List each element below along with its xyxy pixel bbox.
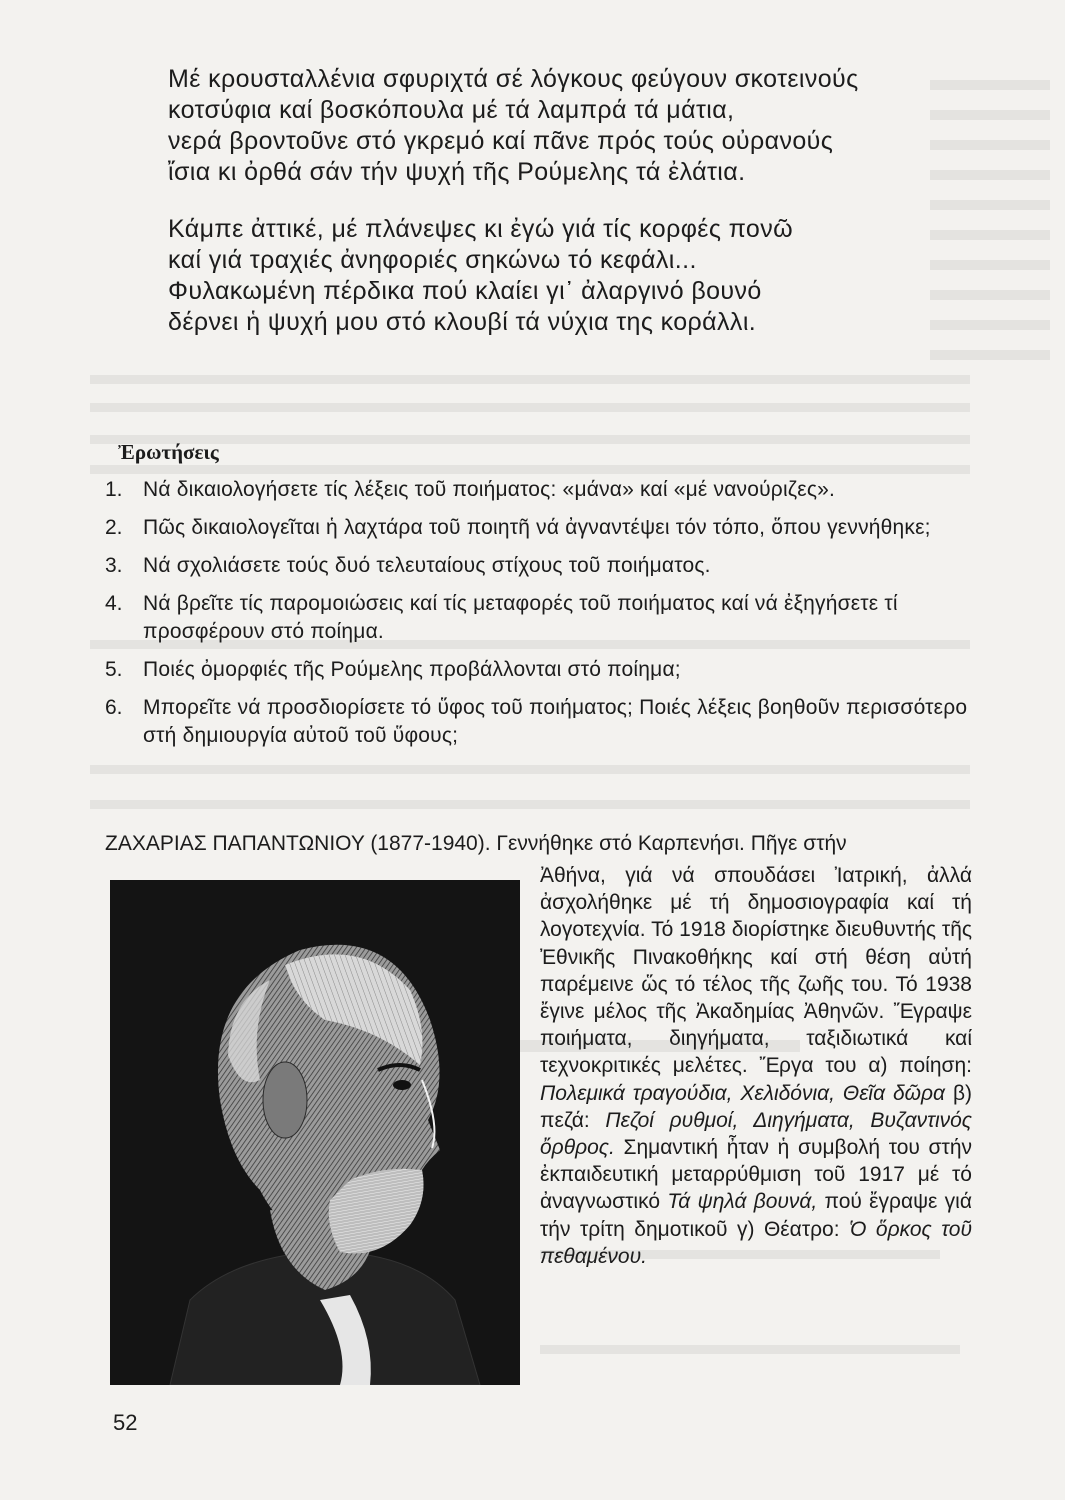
bio-lead: Γεννήθηκε στό Καρπενήσι. Πῆγε στήν [496,832,847,855]
question-text: Νά βρεῖτε τίς παρομοιώσεις καί τίς μεταφορές τοῦ ποιήματος καί νά ἐξηγήσετε τί προσφέρουν στό ποίημα. [143,592,898,643]
portrait-engraving [110,880,520,1385]
author-years: (1877-1940). [370,832,491,855]
questions-list [105,476,975,760]
poem-stanza [168,214,948,338]
question-text: Νά δικαιολογήσετε τίς λέξεις τοῦ ποιήματος: «μάνα» καί «μέ νανούριζες». [143,478,836,501]
question-number: 2. [105,516,123,539]
page-number: 52 [113,1410,138,1435]
bio-works-prose: Πεζοί ρυθμοί, Διηγήματα, Βυζαντινός ὄρθρος. [540,1108,972,1160]
question-item [105,656,975,684]
poem-line: Μέ κρουσταλλένια σφυριχτά σέ λόγκους φεύγουν σκοτεινούς [168,65,859,93]
poem-line: Φυλακωμένη πέρδικα πού κλαίει γι᾽ ἀλαργινό βουνό [168,277,762,305]
poem-line: κοτσύφια καί βοσκόπουλα μέ τά λαμπρά τά μάτια, [168,96,735,124]
bio-heading [105,830,975,858]
bio-theatre-title: Ὁ ὅρκος τοῦ πεθαμένου. [540,1217,973,1268]
question-item [105,514,975,542]
question-item [105,552,975,580]
poem-stanza [168,64,948,188]
question-text: Ποιές ὀμορφιές τῆς Ρούμελης προβάλλονται στό ποίημα; [143,658,681,681]
question-number: 6. [105,696,123,719]
question-number: 4. [105,592,123,615]
question-number: 5. [105,658,123,681]
poem [168,64,948,364]
question-text: Μπορεῖτε νά προσδιορίσετε τό ὕφος τοῦ ποιήματος; Ποιές λέξεις βοηθοῦν περισσότερο στή δημιουργία αὐτοῦ τοῦ ὕφους; [143,696,968,747]
author-name: ΖΑΧΑΡΙΑΣ ΠΑΠΑΝΤΩΝΙΟΥ [105,832,365,855]
question-item [105,694,975,750]
question-text: Πῶς δικαιολογεῖται ἡ λαχτάρα τοῦ ποιητῆ νά ἀγναντέψει τόν τόπο, ὅπου γεννήθηκε; [143,516,931,539]
bio-reader-title: Τά ψηλά βουνά, [667,1190,818,1214]
question-item [105,590,975,646]
poem-line: Κάμπε ἀττικέ, μέ πλάνεψες κι ἐγώ γιά τίς κορφές πονῶ [168,215,794,243]
question-number: 1. [105,478,123,501]
question-item [105,476,975,504]
question-text: Νά σχολιάσετε τούς δυό τελευταίους στίχους τοῦ ποιήματος. [143,554,711,577]
bio-text [540,862,972,1270]
poem-line: καί γιά τραχιές ἀνηφοριές σηκώνω τό κεφάλι... [168,246,697,274]
question-number: 3. [105,554,123,577]
bio-paragraph: Ἀθήνα, γιά νά σπουδάσει Ἰατρική, ἀλλά ἀσχολήθηκε μέ τή δημοσιογραφία καί τή λογοτεχνία. Τό 1918 διορίστηκε διευθυντής τῆς Ἐθνικῆς Πινακοθήκης καί στή θέση αὐτή παρέμεινε ὥς τό τέλος τῆς ζωῆς του. Τό 1938 ἔγινε μέλος τῆς Ἀκαδημίας Ἀθηνῶν. Ἔγραψε ποιήματα, διηγήματα, ταξιδιωτικά καί τεχνοκριτικές μελέτες. Ἔργα του α) ποίηση: [540,864,972,1078]
bio-paragraph: πού ἔγραψε γιά τήν τρίτη δημοτικοῦ γ) Θέατρο: [540,1190,972,1241]
author-portrait [110,880,520,1385]
bio-paragraph: Σημαντική ἦταν ἡ συμβολή του στήν ἐκπαιδευτική μεταρρύθμιση τοῦ 1917 μέ τό ἀναγνωστικό [540,1136,972,1214]
bio-works-prose-label: β) πεζά: [540,1081,973,1132]
poem-line: ἴσια κι ὀρθά σάν τήν ψυχή τῆς Ρούμελης τά ἐλάτια. [168,158,746,186]
poem-line: νερά βροντοῦνε στό γκρεμό καί πᾶνε πρός τούς οὐρανούς [168,127,834,155]
bio-works-poetry: Πολεμικά τραγούδια, Χελιδόνια, Θεῖα δῶρα [540,1081,946,1105]
questions-heading: Ἐρωτήσεις [118,440,219,464]
poem-line: δέρνει ἡ ψυχή μου στό κλουβί τά νύχια της κοράλλι. [168,308,757,336]
